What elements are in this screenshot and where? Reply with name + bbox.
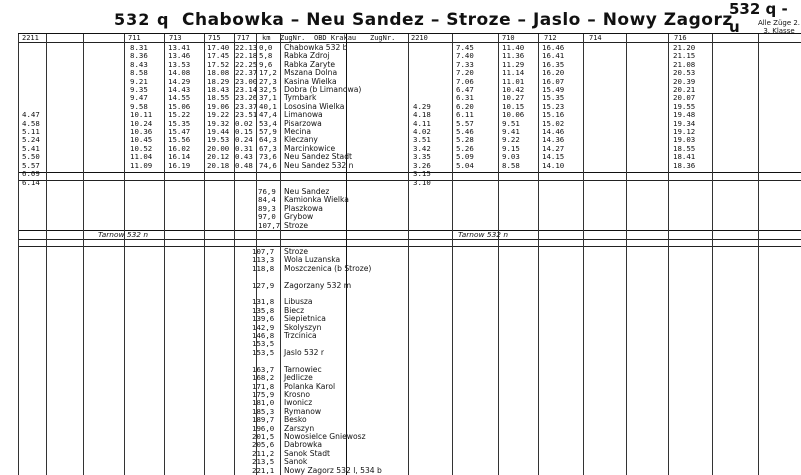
col-line: [204, 34, 205, 475]
km-col: 0,0 5,8 9,6 17,2 27,3 32,5 37,1 40,1 47,4 53,4 57,9 64,3 67,3 73,6 74,6: [259, 43, 277, 170]
km-col: 107,7 113,3 118,8 127,9 131,8 135,8 139,6 142,9 146,8 153,5 153,5 163,7 168,2 171,8 175,9 181,0 185,3 189,7 196,0 201,5 205,6 211,2 213,5 221,1: [252, 247, 275, 475]
col-line: [83, 34, 84, 475]
directorate-header: OBD Krakau: [314, 34, 357, 42]
route-title: Chabowka – Neu Sandez – Stroze – Jaslo – Nowy Zagorz: [182, 10, 733, 30]
table-number: 532 q: [114, 10, 170, 29]
train-no: 713: [169, 34, 182, 42]
table-number-right: 532 q - u: [729, 0, 788, 36]
train-no: 712: [544, 34, 557, 42]
col-line: [712, 34, 713, 475]
connection-note: Tarnow 532 n: [458, 230, 509, 239]
time-col: 7.45 7.40 7.33 7.20 7.06 6.47 6.31 6.20 6.11 5.57 5.46 5.28 5.26 5.09 5.04: [456, 43, 474, 170]
col-line: [46, 34, 47, 475]
rule: [18, 239, 801, 240]
timetable-grid: [18, 33, 801, 475]
train-no: 711: [128, 34, 141, 42]
time-col: 22.13 22.18 22.25 22.37 23.00 23.14 23.26 23.37 23.51 0.02 0.15 0.24 0.31 0.43 0.48: [235, 43, 258, 170]
time-col: 4.47 4.58 5.11 5.24 5.41 5.50 5.57 6.09 6.14: [22, 110, 40, 187]
col-line: [583, 34, 584, 475]
col-line: [18, 34, 19, 475]
station-list: Chabowka 532 b Rabka Zdroj Rabka Zaryte Mszana Dolna Kasina Wielka Dobra (b Limanowa) Tymbark Lososina Wielka Limanowa Pisarzowa Mecina Kleczany Marcinkowice Neu Sandez Stadt Neu Sandez 532 n: [284, 43, 362, 170]
col-line: [280, 34, 281, 475]
col-line: [124, 34, 125, 475]
train-no: 716: [674, 34, 687, 42]
station-list: Stroze Wola Luzanska Moszczenica (b Stroze) Zagorzany 532 m Libusza Biecz Siepietnica Skolyszyn Trzcinica Jaslo 532 r Tarnowiec Jedlicze Polanka Karol Krosno Iwonicz Rymanow Besko Zarszyn Nowosielce Gniewosz Dabrowka Sanok Stadt Sanok Nowy Zagorz 532 l, 534 b: [284, 247, 382, 475]
station-list: Neu Sandez Kamionka Wielka Plaszkowa Grybow Stroze: [284, 187, 349, 230]
time-col: 13.41 13.46 13.53 14.08 14.29 14.43 14.55 15.06 15.22 15.35 15.47 15.56 16.02 16.14 16.19: [168, 43, 191, 170]
train-no: 2211: [22, 34, 39, 42]
col-line: [538, 34, 539, 475]
col-line: [164, 34, 165, 475]
col-line: [498, 34, 499, 475]
train-no-header: ZugNr.: [280, 34, 306, 42]
train-no: 714: [589, 34, 602, 42]
time-col: 21.20 21.15 21.08 20.53 20.39 20.21 20.07 19.55 19.48 19.34 19.12 19.03 18.55 18.41 18.36: [673, 43, 696, 170]
time-col: 8.31 8.36 8.43 8.58 9.21 9.35 9.47 9.58 10.11 10.24 10.36 10.45 10.52 11.04 11.09: [130, 43, 153, 170]
col-line: [452, 34, 453, 475]
km-header: km: [262, 34, 271, 42]
connection-note: Tarnow 532 n: [98, 230, 149, 239]
train-no: 2210: [411, 34, 428, 42]
train-no: 717: [237, 34, 250, 42]
col-line: [668, 34, 669, 475]
col-line: [408, 34, 409, 475]
time-col: 16.46 16.41 16.35 16.20 16.07 15.49 15.35 15.23 15.16 15.02 14.46 14.36 14.27 14.15 14.10: [542, 43, 565, 170]
rule: [18, 180, 801, 181]
time-col: 4.29 4.18 4.11 4.02 3.51 3.42 3.35 3.26 3.15 3.10: [413, 101, 431, 187]
train-no: 710: [502, 34, 515, 42]
rule: [18, 246, 801, 247]
class-note: Alle Züge 2. 3. Klasse: [757, 19, 801, 35]
col-line: [758, 34, 759, 475]
train-no-header: ZugNr.: [370, 34, 396, 42]
km-col: 76,9 84,4 89,3 97,0 107,7: [258, 187, 281, 230]
col-line: [626, 34, 627, 475]
train-no: 715: [208, 34, 221, 42]
time-col: 17.40 17.45 17.52 18.08 18.29 18.43 18.55 19.06 19.22 19.32 19.44 19.53 20.00 20.12 20.18: [207, 43, 230, 170]
time-col: 11.40 11.36 11.29 11.14 11.01 10.42 10.27 10.15 10.06 9.51 9.41 9.22 9.15 9.03 8.58: [502, 43, 525, 170]
rule: [18, 172, 801, 173]
